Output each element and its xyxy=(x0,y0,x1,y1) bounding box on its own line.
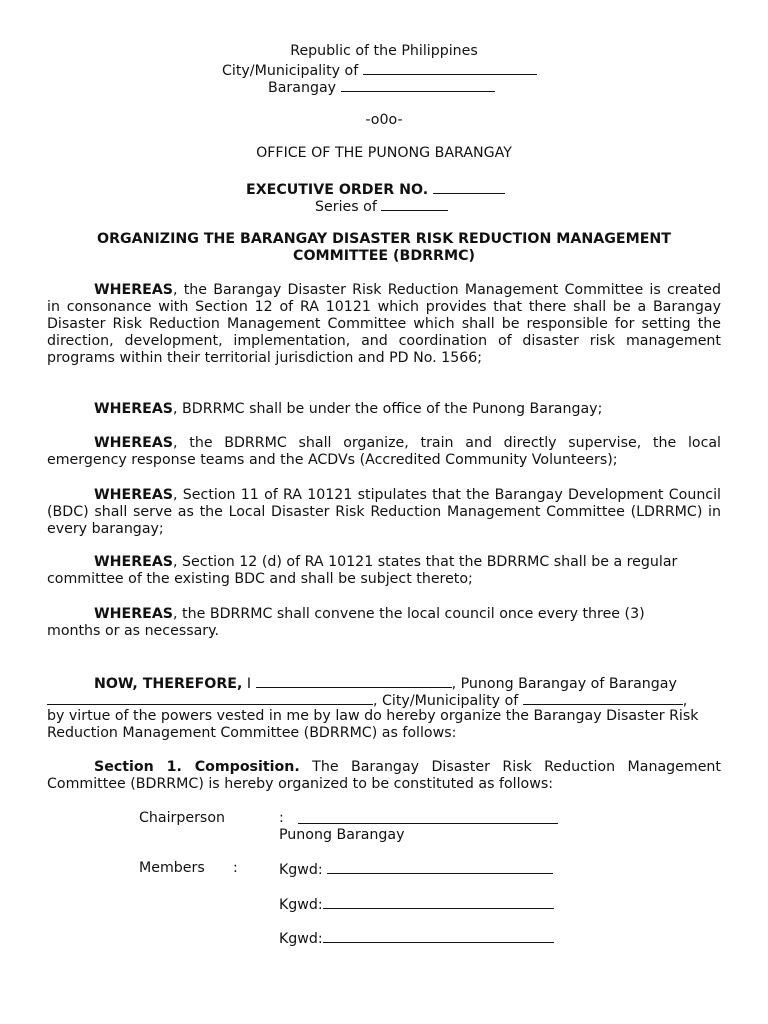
whereas-keyword: WHEREAS xyxy=(94,282,174,298)
whereas-keyword: WHEREAS xyxy=(94,487,174,503)
city-name-blank[interactable] xyxy=(523,691,683,705)
whereas-clause xyxy=(47,606,687,640)
whereas-clause xyxy=(47,282,721,367)
now-therefore-keyword: NOW, THEREFORE, xyxy=(94,676,243,692)
section-1 xyxy=(47,759,721,793)
member-kgwd-1 xyxy=(279,860,553,879)
pb-of-label: , Punong Barangay of Barangay xyxy=(451,676,677,692)
kgwd-label: Kgwd: xyxy=(279,931,323,947)
whereas-clause xyxy=(47,554,687,588)
separator: -o0o- xyxy=(365,112,403,128)
title-line-1: ORGANIZING THE BARANGAY DISASTER RISK REDUCTION MANAGEMENT xyxy=(97,231,671,247)
section-1-heading: Section 1. Composition. xyxy=(94,759,300,775)
city-label: , City/Municipality of xyxy=(373,693,519,709)
series-label: Series of xyxy=(315,199,377,215)
members-label: Members xyxy=(139,860,205,876)
whereas-keyword: WHEREAS xyxy=(94,435,174,451)
kgwd-label: Kgwd: xyxy=(279,862,323,878)
eo-label: EXECUTIVE ORDER NO. xyxy=(246,182,429,198)
whereas-clause xyxy=(47,435,721,469)
now-therefore-body: by virtue of the powers vested in me by law do hereby organize the Barangay Disaster Risk Reduction Management Committee (BDRRMC) as follows: xyxy=(47,708,699,741)
kgwd-name-blank[interactable] xyxy=(323,929,554,943)
whereas-text: , Section 12 (d) of RA 10121 states that the BDRRMC shall be a regular committee of the existing BDC and shall be subject thereto; xyxy=(47,554,678,587)
chairperson-name-blank[interactable] xyxy=(298,823,558,824)
whereas-text: , the Barangay Disaster Risk Reduction Management Committee is created in consonance with Section 12 of RA 10121 which provides that there shall be a Barangay Disaster Risk Reduction Management Committee which shall be responsible for setting the direction, development, implementation, and coordination of disaster risk management programs within their territorial jurisdiction and PD No. 1566; xyxy=(47,282,721,366)
eo-number-blank[interactable] xyxy=(433,180,505,194)
city-label: City/Municipality of xyxy=(222,63,359,79)
whereas-clause xyxy=(47,401,721,418)
member-kgwd-2 xyxy=(279,895,554,914)
member-kgwd-3 xyxy=(279,929,554,948)
i-label: I xyxy=(246,676,252,692)
punong-barangay-name-blank[interactable] xyxy=(256,674,452,688)
section-1-text: The Barangay Disaster Risk Reduction Management Committee (BDRRMC) is hereby organized to be constituted as follows: xyxy=(47,759,721,792)
members-colon: : xyxy=(233,860,238,876)
whereas-text: , BDRRMC shall be under the office of the Punong Barangay; xyxy=(173,401,603,417)
whereas-clause xyxy=(47,487,721,538)
kgwd-label: Kgwd: xyxy=(279,897,323,913)
barangay-line xyxy=(268,78,495,97)
whereas-text: , the BDRRMC shall organize, train and directly supervise, the local emergency response teams and the ACDVs (Accredited Community Volunteers); xyxy=(47,435,721,468)
kgwd-name-blank[interactable] xyxy=(327,860,553,874)
chairperson-colon: : xyxy=(279,810,284,826)
chairperson-role: Punong Barangay xyxy=(279,827,405,843)
whereas-keyword: WHEREAS xyxy=(94,606,174,622)
republic-line: Republic of the Philippines xyxy=(290,43,478,59)
comma: , xyxy=(682,693,688,709)
barangay-blank[interactable] xyxy=(341,78,495,92)
kgwd-name-blank[interactable] xyxy=(323,895,554,909)
title-line-2: COMMITTEE (BDRRMC) xyxy=(293,248,475,264)
whereas-keyword: WHEREAS xyxy=(94,401,174,417)
barangay-name-blank[interactable] xyxy=(47,691,373,705)
barangay-label: Barangay xyxy=(268,80,337,96)
whereas-text: , Section 11 of RA 10121 stipulates that the Barangay Development Council (BDC) shall serve as the Local Disaster Risk Reduction Management Committee (LDRRMC) in every barangay; xyxy=(47,487,721,537)
whereas-keyword: WHEREAS xyxy=(94,554,174,570)
office-heading: OFFICE OF THE PUNONG BARANGAY xyxy=(256,145,512,161)
whereas-text: , the BDRRMC shall convene the local council once every three (3) months or as necessary. xyxy=(47,606,645,639)
city-blank[interactable] xyxy=(363,61,537,75)
series-line xyxy=(315,197,448,216)
chairperson-label: Chairperson xyxy=(139,810,225,826)
series-blank[interactable] xyxy=(381,197,448,211)
